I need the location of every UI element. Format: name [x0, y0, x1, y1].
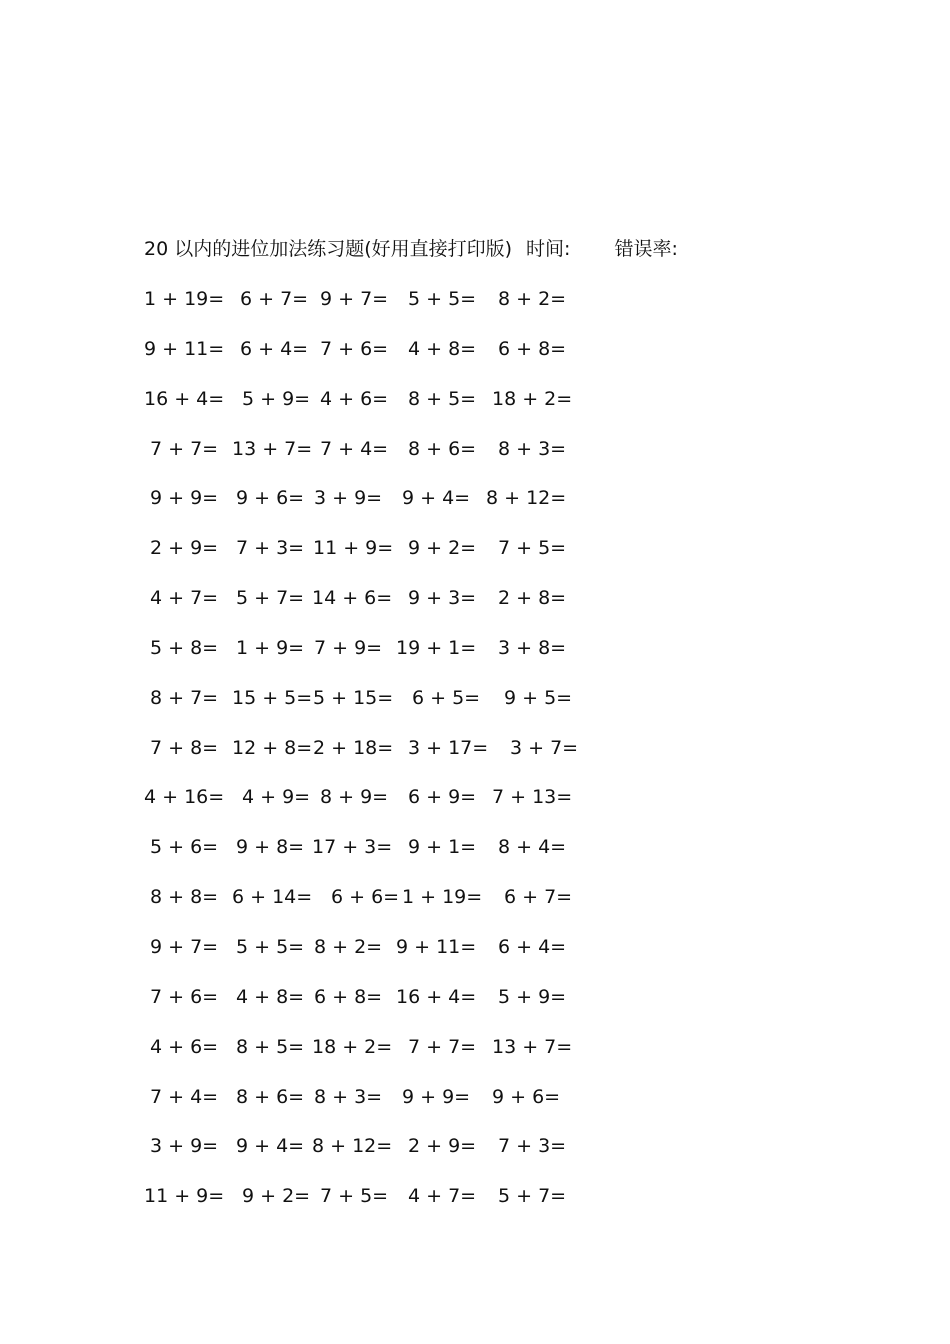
addition-problem: 8 + 3=	[498, 437, 567, 460]
addition-problem: 8 + 6=	[408, 437, 477, 460]
addition-problem: 9 + 6=	[492, 1085, 561, 1108]
addition-problem: 4 + 6=	[320, 387, 389, 410]
addition-problem: 9 + 5=	[504, 686, 573, 709]
addition-problem: 6 + 7=	[240, 288, 309, 310]
problem-row	[144, 934, 604, 984]
addition-problem: 3 + 7=	[510, 736, 579, 759]
addition-problem: 14 + 6=	[312, 587, 393, 610]
addition-problem: 13 + 7=	[232, 437, 313, 460]
addition-problem: 4 + 7=	[150, 587, 219, 610]
addition-problem: 9 + 9=	[150, 487, 219, 510]
addition-problem: 11 + 9=	[313, 537, 394, 560]
addition-problem: 5 + 5=	[236, 935, 305, 958]
time-label: 时间:	[526, 238, 571, 260]
problem-row	[144, 984, 604, 1034]
addition-problem: 6 + 4=	[498, 935, 567, 958]
addition-problem: 3 + 9=	[314, 487, 383, 510]
addition-problem: 2 + 8=	[498, 587, 567, 610]
problem-row	[144, 1133, 604, 1183]
worksheet-title: 20 以内的进位加法练习题(好用直接打印版)	[144, 238, 513, 260]
addition-problem: 2 + 9=	[408, 1135, 477, 1158]
addition-problem: 8 + 6=	[236, 1085, 305, 1108]
problem-row	[144, 336, 604, 386]
addition-problem: 9 + 4=	[236, 1135, 305, 1158]
addition-problem: 6 + 8=	[498, 337, 567, 360]
addition-problem: 7 + 4=	[320, 437, 389, 460]
problem-row	[144, 635, 604, 685]
addition-problem: 7 + 3=	[498, 1135, 567, 1158]
problem-grid	[144, 286, 604, 1233]
addition-problem: 9 + 9=	[402, 1085, 471, 1108]
problem-row	[144, 436, 604, 486]
addition-problem: 8 + 2=	[498, 288, 567, 310]
addition-problem: 7 + 6=	[320, 337, 389, 360]
addition-problem: 15 + 5=	[232, 686, 313, 709]
addition-problem: 13 + 7=	[492, 1035, 573, 1058]
addition-problem: 9 + 2=	[242, 1185, 311, 1208]
addition-problem: 5 + 7=	[498, 1185, 567, 1208]
addition-problem: 7 + 13=	[492, 786, 573, 809]
addition-problem: 5 + 9=	[498, 985, 567, 1008]
problem-row	[144, 1183, 604, 1233]
addition-problem: 6 + 9=	[408, 786, 477, 809]
addition-problem: 16 + 4=	[396, 985, 477, 1008]
addition-problem: 18 + 2=	[312, 1035, 393, 1058]
addition-problem: 18 + 2=	[492, 387, 573, 410]
addition-problem: 8 + 3=	[314, 1085, 383, 1108]
addition-problem: 17 + 3=	[312, 836, 393, 859]
addition-problem: 19 + 1=	[396, 636, 477, 659]
addition-problem: 3 + 17=	[408, 736, 489, 759]
problem-row	[144, 485, 604, 535]
addition-problem: 5 + 6=	[150, 836, 219, 859]
addition-problem: 1 + 19=	[402, 886, 483, 909]
addition-problem: 3 + 8=	[498, 636, 567, 659]
addition-problem: 8 + 9=	[320, 786, 389, 809]
addition-problem: 5 + 15=	[313, 686, 394, 709]
addition-problem: 12 + 8=	[232, 736, 313, 759]
addition-problem: 1 + 19=	[144, 288, 225, 310]
addition-problem: 7 + 9=	[314, 636, 383, 659]
addition-problem: 9 + 1=	[408, 836, 477, 859]
addition-problem: 9 + 4=	[402, 487, 471, 510]
addition-problem: 6 + 6=	[331, 886, 400, 909]
addition-problem: 7 + 7=	[408, 1035, 477, 1058]
problem-row	[144, 286, 604, 336]
problem-row	[144, 685, 604, 735]
worksheet-header	[144, 236, 678, 262]
addition-problem: 4 + 16=	[144, 786, 225, 809]
addition-problem: 6 + 5=	[412, 686, 481, 709]
addition-problem: 9 + 7=	[320, 288, 389, 310]
addition-problem: 9 + 11=	[396, 935, 477, 958]
addition-problem: 8 + 4=	[498, 836, 567, 859]
addition-problem: 16 + 4=	[144, 387, 225, 410]
addition-problem: 7 + 5=	[498, 537, 567, 560]
addition-problem: 1 + 9=	[236, 636, 305, 659]
addition-problem: 3 + 9=	[150, 1135, 219, 1158]
addition-problem: 5 + 8=	[150, 636, 219, 659]
problem-row	[144, 784, 604, 834]
addition-problem: 9 + 6=	[236, 487, 305, 510]
problem-row	[144, 1084, 604, 1134]
addition-problem: 8 + 5=	[408, 387, 477, 410]
addition-problem: 9 + 11=	[144, 337, 225, 360]
addition-problem: 9 + 2=	[408, 537, 477, 560]
addition-problem: 7 + 4=	[150, 1085, 219, 1108]
addition-problem: 11 + 9=	[144, 1185, 225, 1208]
addition-problem: 6 + 7=	[504, 886, 573, 909]
problem-row	[144, 1034, 604, 1084]
addition-problem: 9 + 3=	[408, 587, 477, 610]
addition-problem: 2 + 18=	[313, 736, 394, 759]
addition-problem: 4 + 8=	[236, 985, 305, 1008]
addition-problem: 6 + 8=	[314, 985, 383, 1008]
addition-problem: 8 + 8=	[150, 886, 219, 909]
addition-problem: 7 + 3=	[236, 537, 305, 560]
addition-problem: 5 + 5=	[408, 288, 477, 310]
problem-row	[144, 884, 604, 934]
addition-problem: 4 + 7=	[408, 1185, 477, 1208]
problem-row	[144, 834, 604, 884]
addition-problem: 9 + 7=	[150, 935, 219, 958]
addition-problem: 7 + 7=	[150, 437, 219, 460]
addition-problem: 5 + 9=	[242, 387, 311, 410]
problem-row	[144, 386, 604, 436]
addition-problem: 6 + 14=	[232, 886, 313, 909]
addition-problem: 7 + 5=	[320, 1185, 389, 1208]
addition-problem: 8 + 12=	[486, 487, 567, 510]
addition-problem: 7 + 6=	[150, 985, 219, 1008]
addition-problem: 4 + 8=	[408, 337, 477, 360]
addition-problem: 7 + 8=	[150, 736, 219, 759]
addition-problem: 6 + 4=	[240, 337, 309, 360]
addition-problem: 4 + 6=	[150, 1035, 219, 1058]
addition-problem: 2 + 9=	[150, 537, 219, 560]
addition-problem: 5 + 7=	[236, 587, 305, 610]
problem-row	[144, 535, 604, 585]
addition-problem: 8 + 7=	[150, 686, 219, 709]
error-rate-label: 错误率:	[614, 238, 678, 260]
addition-problem: 8 + 12=	[312, 1135, 393, 1158]
problem-row	[144, 585, 604, 635]
addition-problem: 9 + 8=	[236, 836, 305, 859]
addition-problem: 4 + 9=	[242, 786, 311, 809]
addition-problem: 8 + 2=	[314, 935, 383, 958]
addition-problem: 8 + 5=	[236, 1035, 305, 1058]
problem-row	[144, 735, 604, 785]
